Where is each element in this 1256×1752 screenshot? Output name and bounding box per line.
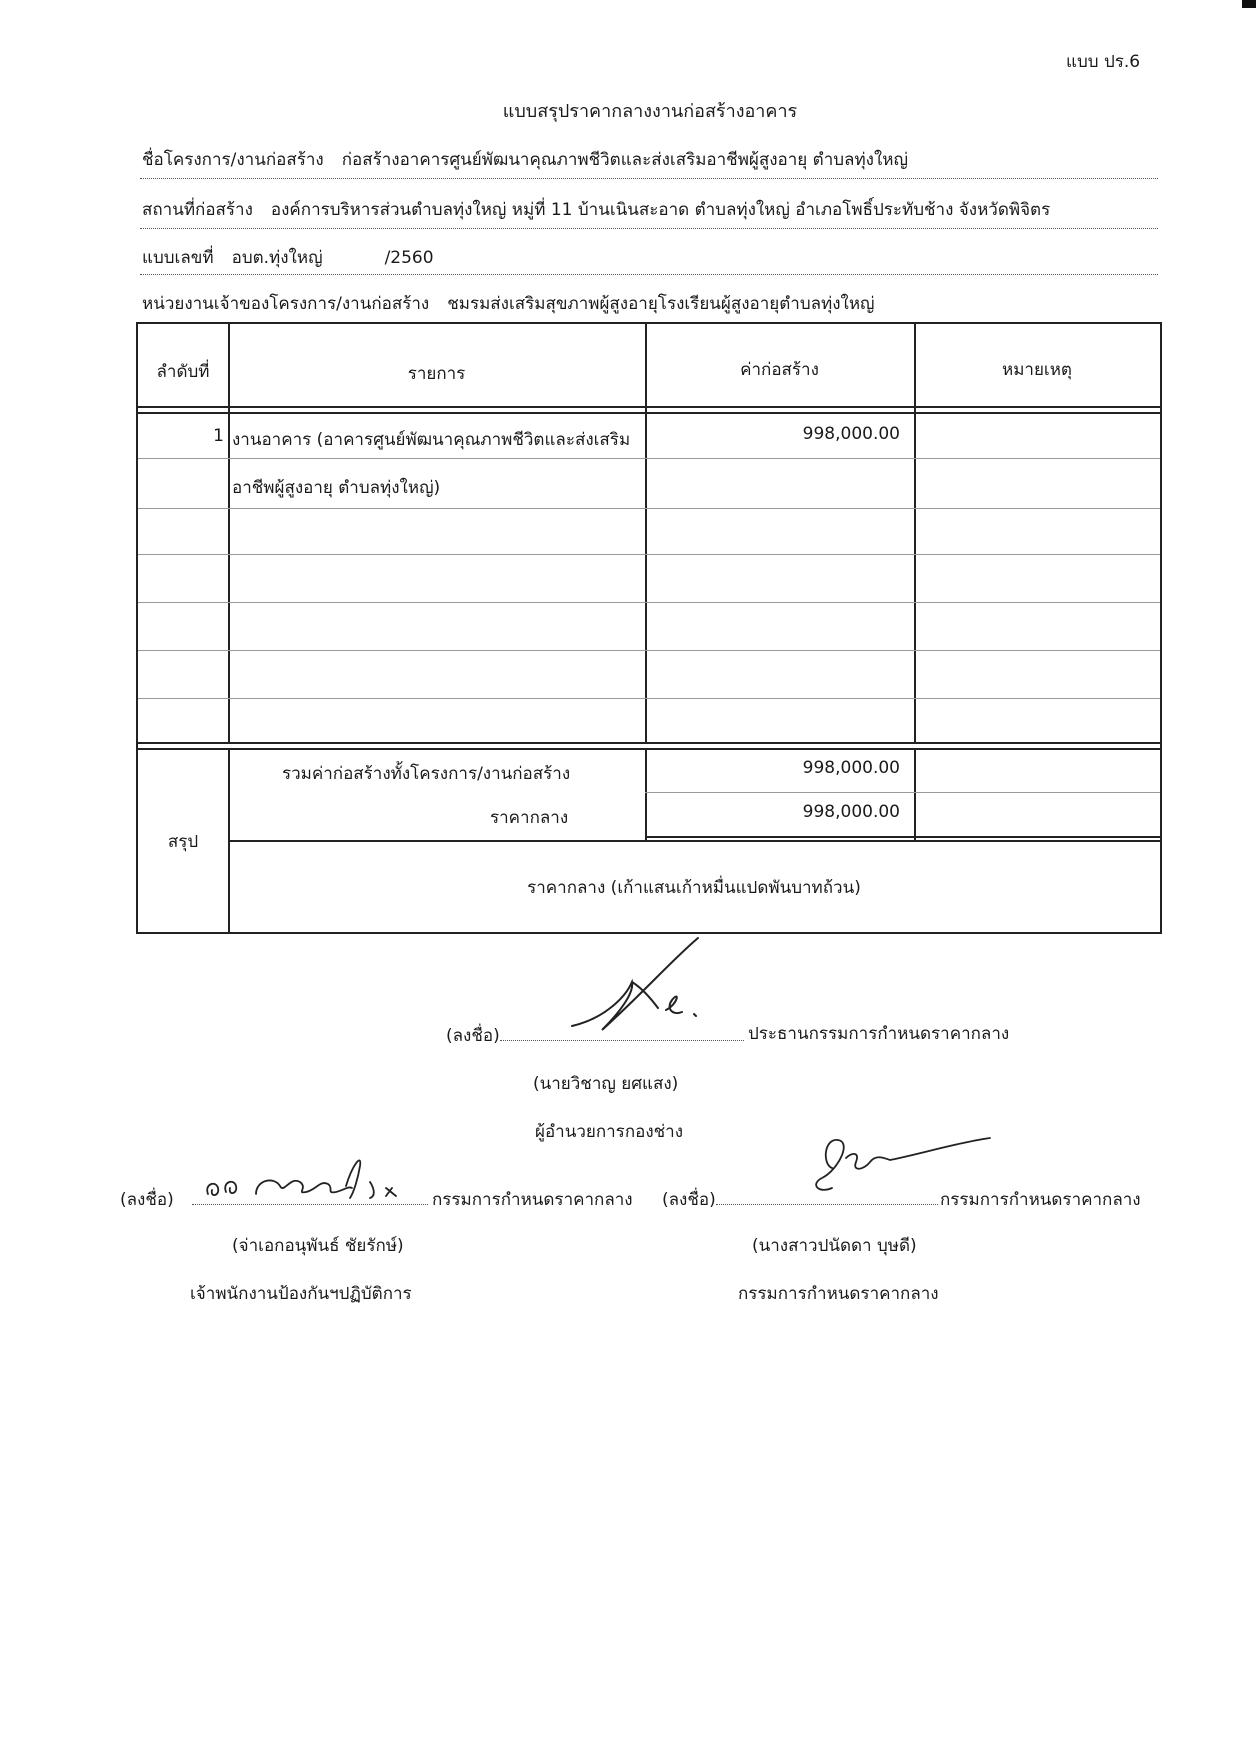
header-item: รายการ <box>407 364 466 384</box>
dotted-rule <box>140 178 1158 179</box>
row-no: 1 <box>213 426 224 446</box>
chair-sign-line <box>500 1040 744 1041</box>
plan-row <box>142 244 434 271</box>
owner-row <box>142 290 875 317</box>
dotted-rule <box>140 228 1158 229</box>
project-value: ก่อสร้างอาคารศูนย์พัฒนาคุณภาพชีวิตและส่งเสริมอาชีพผู้สูงอายุ ตำบลทุ่งใหญ่ <box>341 150 908 170</box>
scan-mark <box>1242 0 1256 8</box>
cost-table <box>136 322 1162 934</box>
dotted-rule <box>140 274 1158 275</box>
owner-value: ชมรมส่งเสริมสุขภาพผู้สูงอายุโรงเรียนผู้สูงอายุตำบลทุ่งใหญ่ <box>447 294 875 314</box>
member2-name: (นางสาวปนัดดา บุษดี) <box>752 1236 917 1256</box>
median-in-words: ราคากลาง (เก้าแสนเก้าหมื่นแปดพันบาทถ้วน) <box>527 878 861 898</box>
document-title: แบบสรุปราคากลางงานก่อสร้างอาคาร <box>502 101 798 122</box>
plan-label: แบบเลขที่ <box>142 248 214 268</box>
row-cost: 998,000.00 <box>802 424 900 444</box>
plan-year: /2560 <box>384 248 434 268</box>
median-label: ราคากลาง <box>490 808 569 828</box>
member1-sign-line <box>192 1204 428 1205</box>
header-remark: หมายเหตุ <box>1002 360 1072 380</box>
summary-label: สรุป <box>167 832 199 852</box>
member2-sign-line <box>716 1204 938 1205</box>
member1-position: เจ้าพนักงานป้องกันฯปฏิบัติการ <box>190 1284 412 1304</box>
chair-signature <box>562 930 712 1040</box>
member1-name: (จ่าเอกอนุพันธ์ ชัยรักษ์) <box>232 1236 404 1256</box>
median-value: 998,000.00 <box>802 802 900 822</box>
project-label: ชื่อโครงการ/งานก่อสร้าง <box>142 150 324 170</box>
total-label: รวมค่าก่อสร้างทั้งโครงการ/งานก่อสร้าง <box>282 764 571 784</box>
member2-sign-label: (ลงชื่อ) <box>662 1190 716 1210</box>
chair-sign-label: (ลงชื่อ) <box>446 1026 500 1046</box>
project-row <box>142 146 908 173</box>
header-no: ลำดับที่ <box>156 362 210 382</box>
plan-value: อบต.ทุ่งใหญ่ <box>231 248 323 268</box>
chair-name: (นายวิชาญ ยศแสง) <box>533 1074 679 1094</box>
form-number: แบบ ปร.6 <box>1066 52 1141 72</box>
chair-position: ผู้อำนวยการกองช่าง <box>535 1122 684 1142</box>
member2-position: กรรมการกำหนดราคากลาง <box>738 1284 939 1304</box>
chair-role: ประธานกรรมการกำหนดราคากลาง <box>748 1024 1010 1044</box>
member1-sign-label: (ลงชื่อ) <box>120 1190 174 1210</box>
location-label: สถานที่ก่อสร้าง <box>142 200 253 220</box>
member1-signature <box>196 1142 436 1222</box>
total-value: 998,000.00 <box>802 758 900 778</box>
header-cost: ค่าก่อสร้าง <box>740 360 819 380</box>
location-value: องค์การบริหารส่วนตำบลทุ่งใหญ่ หมู่ที่ 11 บ้านเนินสะอาด ตำบลทุ่งใหญ่ อำเภอโพธิ์ประทับช้าง จังหวัดพิจิตร <box>270 200 1051 220</box>
member1-role: กรรมการกำหนดราคากลาง <box>432 1190 633 1210</box>
location-row <box>142 196 1050 223</box>
owner-label: หน่วยงานเจ้าของโครงการ/งานก่อสร้าง <box>142 294 430 314</box>
row-item-line1: งานอาคาร (อาคารศูนย์พัฒนาคุณภาพชีวิตและส่งเสริม <box>232 430 631 450</box>
row-item-line2: อาชีพผู้สูงอายุ ตำบลทุ่งใหญ่) <box>232 478 441 498</box>
member2-role: กรรมการกำหนดราคากลาง <box>940 1190 1141 1210</box>
